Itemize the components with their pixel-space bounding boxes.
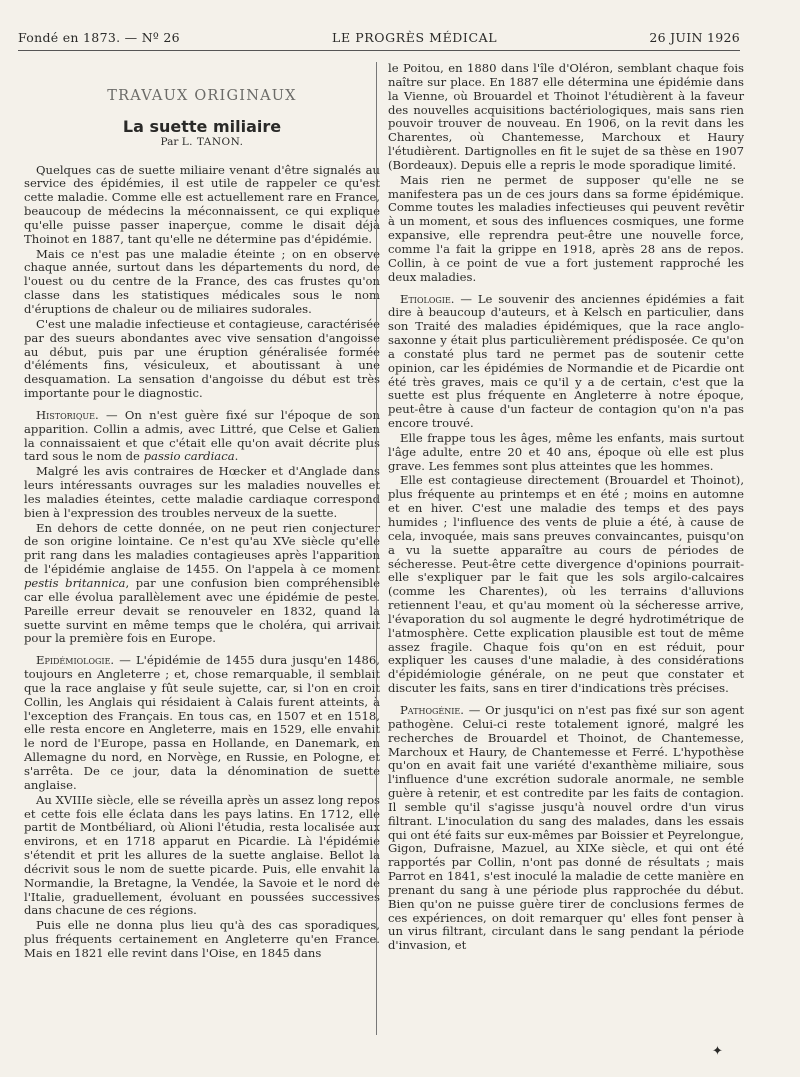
- subsection-heading: Epidémiologie.: [36, 653, 115, 668]
- subsection-heading: Etiologie.: [400, 291, 455, 306]
- header-rule: [18, 50, 740, 51]
- paragraph: C'est une maladie infectieuse et contagieuse, caractérisée par des sueurs abondantes avec vive sensation d'angoisse au début, puis par une éruption généralisée formée d'éléments fins, vésiculeux, et aboutissant à une desquamation. La sensation d'angoisse du début est très importante pour le diagnostic.: [24, 316, 380, 401]
- running-header: [18, 30, 740, 48]
- journal-title: LE PROGRÈS MÉDICAL: [332, 30, 498, 45]
- paragraph: Mais ce n'est pas une maladie éteinte ; on en observe chaque année, surtout dans les départements du nord, de l'ouest ou du centre de la France, des cas frustes qu'on classe dans les statistiques médicales sous le nom d'éruptions de chaleur ou de miliaires sudorales.: [24, 246, 380, 316]
- paragraph: Elle frappe tous les âges, même les enfants, mais surtout l'âge adulte, entre 20 et 40 ans, époque où elle est plus grave. Les femmes sont plus atteintes que les hommes.: [388, 430, 744, 473]
- paragraph: Elle est contagieuse directement (Brouardel et Thoinot), plus fréquente au printemps et en été ; moins en automne et en hiver. C'est une maladie des temps et des pays humides ; l'influence des vents de pluie a été, à cause de cela, invoquée, mais sans preuves convaincantes, puisqu'on a vu la suette apparaître au cours de périodes de sécheresse. Peut-être cette divergence d'opinions pourrait-elle s'expliquer par le fait que les sols argilo-calcaires (comme les Charentes), où les terrains d'alluvions retiennent l'eau, et qu'au moment où la sécheresse arrive, l'évaporation du sol augmente le degré hydrotimétrique de l'atmosphère. Cette explication plausible est tout de même assez fragile. Chaque fois qu'on en est réduit, pour expliquer les causes d'une maladie, à des considérations d'épidémiologie générale, on ne peut que constater et discuter les faits, sans en tirer d'indications très précises.: [388, 473, 744, 696]
- paragraph: Mais rien ne permet de supposer qu'elle ne se manifestera pas un de ces jours dans sa forme épidémique. Comme toutes les maladies infectieuses qui peuvent revêtir à un moment, et sous des influences cosmiques, une forme expansive, elle reprendra peut-être une nouvelle force, comme l'a fait la grippe en 1918, après 28 ans de repos. Collin, à ce point de vue a fort justement rapproché les deux maladies.: [388, 172, 744, 284]
- byline: [24, 136, 380, 150]
- paragraph: le Poitou, en 1880 dans l'île d'Oléron, semblant chaque fois naître sur place. En 1887 elle détermina une épidémie dans la Vienne, où Brouardel et Thoinot l'étudièrent à la faveur des nouvelles acquisitions bactériologiques, mais sans rien pouvoir trouver de nouveau. En 1906, on la revit dans les Charentes, où Chantemesse, Marchoux et Haury l'étudièrent. Dartignolles en fit le sujet de sa thèse en 1907 (Bordeaux). Depuis elle a repris le mode sporadique limité.: [388, 61, 744, 172]
- paragraph: Au XVIIIe siècle, elle se réveilla après un assez long repos et cette fois elle éclata dans les pays latins. En 1712, elle partit de Montbéliard, où Alioni l'étudia, resta localisée aux environs, et en 1718 apparut en Picardie. Là l'épidémie s'étendit et prit les allures de la suette anglaise. Bellot la décrivit sous le nom de suette picarde. Puis, elle envahit la Normandie, la Bretagne, la Vendée, la Savoie et le nord de l'Italie, graduellement, évoluant en poussées successives dans chacune de ces régions.: [24, 792, 380, 918]
- paragraph-historique: Historique. — On n'est guère fixé sur l'époque de son apparition. Collin a admis, avec Littré, que Celse et Galien la connaissaient et que c'était elle qu'on avait décrite plus tard sous le nom de passio cardiaca.: [24, 407, 380, 464]
- fleuron-icon: ✦: [712, 1044, 723, 1059]
- paragraph-epidemiologie: Epidémiologie. — L'épidémie de 1455 dura jusqu'en 1486, toujours en Angleterre ; et, chose remarquable, il semblait que la race anglaise y fût seule sujette, car, si l'on en croit Collin, les Anglais qui résidaient à Calais furent atteints, à l'exception des Français. En tous cas, en 1507 et en 1518, elle resta encore en Angleterre, mais en 1529, elle envahit le nord de l'Europe, passa en Hollande, en Danemark, en Allemagne du nord, en Norvège, en Russie, en Pologne, et s'arrêta. De ce jour, data la dénomination de suette anglaise.: [24, 653, 380, 792]
- subsection-heading: Historique.: [36, 407, 99, 422]
- latin-term: passio cardiaca: [143, 449, 235, 464]
- left-column: [24, 62, 380, 962]
- paragraph: En dehors de cette donnée, on ne peut rien conjecturer de son origine lointaine. Ce n'est qu'au XVe siècle qu'elle prit rang dans les maladies contagieuses après l'apparition de l'épidémie anglaise de 1455. On l'appela à ce moment pestis britannica, par une confusion bien compréhensible car elle évolua parallèlement avec une épidémie de peste. Pareille erreur devait se renouveler en 1832, quand la suette survint en même temps que le choléra, qui arrivait pour la première fois en Europe.: [24, 520, 381, 646]
- author-name: L. TANON.: [181, 135, 244, 148]
- header-date: 26 JUIN 1926: [649, 30, 740, 45]
- byline-prefix: Par: [160, 135, 179, 148]
- paragraph: Malgré les avis contraires de Hœcker et d'Anglade dans leurs intéressants ouvrages sur les maladies nouvelles et les maladies éteintes, cette maladie cardiaque correspond bien à l'expression des troubles nerveux de la suette.: [24, 464, 380, 520]
- header-founded: Fondé en 1873. — Nº 26: [18, 30, 180, 45]
- latin-term: pestis britannica: [24, 576, 126, 590]
- paragraph: Puis elle ne donna plus lieu qu'à des cas sporadiques, plus fréquents certainement en Angleterre qu'en France. Mais en 1821 elle revint dans l'Oise, en 1845 dans: [24, 918, 380, 960]
- paragraph-etiologie: Etiologie. — Le souvenir des anciennes épidémies a fait dire à beaucoup d'auteurs, et à Kelsch en particulier, dans son Traité des maladies épidémiques, que la race anglo-saxonne y était plus particulièrement prédisposée. Ce qu'on a constaté plus tard ne permet pas de soutenir cette opinion, car les épidémies de Normandie et de Picardie ont été très graves, mais ce qu'il y a de certain, c'est que la suette est plus fréquente en Angleterre à notre époque, peut-être à cause d'un facteur de contagion qu'on n'a pas encore trouvé.: [388, 291, 744, 431]
- article-title: La suette miliaire: [122, 116, 282, 136]
- subsection-heading: Pathogénie.: [400, 702, 464, 717]
- column-divider: [376, 62, 377, 1035]
- right-column: [388, 62, 744, 954]
- section-title: TRAVAUX ORIGINAUX: [107, 88, 297, 104]
- paragraph: Quelques cas de suette miliaire venant d'être signalés au service des épidémies, il est utile de rappeler ce qu'est cette maladie. Comme elle est actuellement rare en France, beaucoup de médecins la méconnaissent, ce qui explique qu'elle puisse passer inaperçue, comme le disait déjà Thoinot en 1887, tant qu'elle ne détermine pas d'épidémie.: [24, 162, 380, 246]
- paragraph-pathogenie: Pathogénie. — Or jusqu'ici on n'est pas fixé sur son agent pathogène. Celui-ci reste totalement ignoré, malgré les recherches de Brouardel et Thoinot, de Chantemesse, Marchoux et Haury, de Chantemesse et Ferré. L'hypothèse qu'on en avait fait une variété d'exanthème miliaire, sous l'influence d'une excrétion sudorale anormale, ne semble guère à retenir, et est contredite par les faits de contagion. Il semble qu'il s'agisse jusqu'à nouvel ordre d'un virus filtrant. L'inoculation du sang des malades, dans les essais qui ont été faits sur eux-mêmes par Boissier et Peyrelongue, Gigon, Dufraisne, Mazuel, au XIXe siècle, et qui ont été rapportés par Collin, n'ont pas donné de résultats ; mais Parrot en 1841, s'est inoculé la maladie de cette manière en prenant du sang à une période plus rapprochée du début. Bien qu'on ne puisse guère tirer de conclusions fermes de ces expériences, on doit remarquer qu' elles font penser à un virus filtrant, circulant dans le sang pendant la période d'invasion, et: [388, 702, 744, 953]
